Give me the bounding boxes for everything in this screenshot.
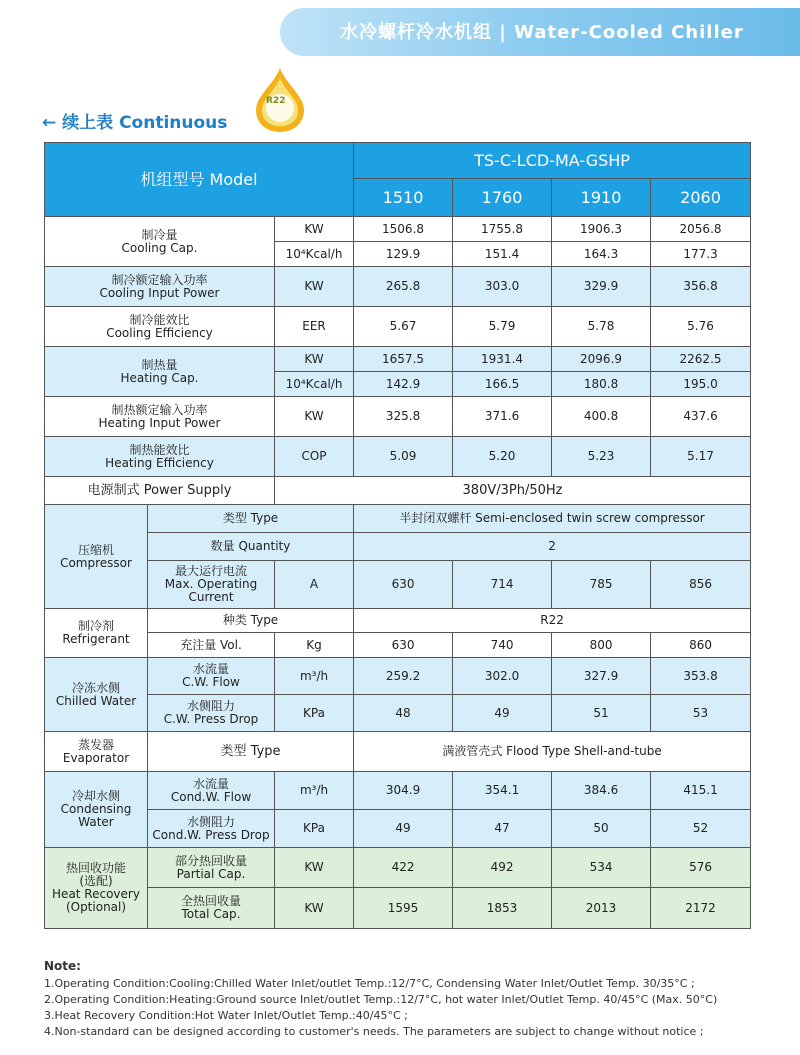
- cell: 1755.8: [453, 217, 552, 242]
- cell: 180.8: [552, 372, 651, 397]
- cell: 5.20: [453, 437, 552, 477]
- cell: 129.9: [354, 242, 453, 267]
- cell: 740: [453, 633, 552, 658]
- cell: 303.0: [453, 267, 552, 307]
- cell: 422: [354, 848, 453, 888]
- cell: 354.1: [453, 772, 552, 810]
- cooling-eff-label: 制冷能效比 Cooling Efficiency: [45, 307, 275, 347]
- cell: 415.1: [651, 772, 751, 810]
- condensing-water-label: 冷却水侧 Condensing Water: [45, 772, 148, 848]
- cw-flow-label: 水流量 C.W. Flow: [148, 658, 275, 695]
- cell: 2056.8: [651, 217, 751, 242]
- cell: 50: [552, 810, 651, 848]
- compressor-qty-label: 数量 Quantity: [148, 533, 354, 561]
- refrigerant-type-label: 种类 Type: [148, 609, 354, 633]
- model-1510: 1510: [354, 179, 453, 217]
- cell: 356.8: [651, 267, 751, 307]
- cell: 860: [651, 633, 751, 658]
- unit: m³/h: [275, 772, 354, 810]
- cell: 5.78: [552, 307, 651, 347]
- cell: 142.9: [354, 372, 453, 397]
- cell: 353.8: [651, 658, 751, 695]
- cell: 53: [651, 695, 751, 732]
- page-title: 水冷螺杆冷水机组 | Water-Cooled Chiller: [340, 22, 744, 43]
- cell: 1657.5: [354, 347, 453, 372]
- unit: KW: [275, 347, 354, 372]
- cond-drop-label: 水侧阻力 Cond.W. Press Drop: [148, 810, 275, 848]
- notes-title: Note:: [44, 959, 81, 973]
- model-1760: 1760: [453, 179, 552, 217]
- compressor-type-label: 类型 Type: [148, 505, 354, 533]
- compressor-label: 压缩机 Compressor: [45, 505, 148, 609]
- unit: KW: [275, 397, 354, 437]
- cell: 166.5: [453, 372, 552, 397]
- spec-table: [44, 142, 751, 929]
- cell: 302.0: [453, 658, 552, 695]
- cell: 327.9: [552, 658, 651, 695]
- evaporator-label: 蒸发器 Evaporator: [45, 732, 148, 772]
- unit: KW: [275, 848, 354, 888]
- note-item: 4.Non-standard can be designed according to customer's needs. The parameters are subject to change without notice ;: [44, 1025, 704, 1038]
- model-2060: 2060: [651, 179, 751, 217]
- cell: 630: [354, 633, 453, 658]
- continuous-label: ← 续上表 Continuous: [42, 113, 228, 133]
- heating-cap-label: 制热量 Heating Cap.: [45, 347, 275, 397]
- model-label: 机组型号 Model: [45, 143, 354, 217]
- unit: 10⁴Kcal/h: [275, 372, 354, 397]
- series-name: TS-C-LCD-MA-GSHP: [354, 143, 751, 179]
- cell: 259.2: [354, 658, 453, 695]
- cell: 714: [453, 561, 552, 609]
- cell: 195.0: [651, 372, 751, 397]
- max-current-label: 最大运行电流 Max. Operating Current: [148, 561, 275, 609]
- unit: KPa: [275, 695, 354, 732]
- unit: KW: [275, 888, 354, 929]
- cell: 48: [354, 695, 453, 732]
- cond-flow-label: 水流量 Cond.W. Flow: [148, 772, 275, 810]
- cell: 492: [453, 848, 552, 888]
- note-item: 1.Operating Condition:Cooling:Chilled Water Inlet/outlet Temp.:12/7°C, Condensing Water Inlet/Outlet Temp. 30/35°C ;: [44, 977, 695, 990]
- model-1910: 1910: [552, 179, 651, 217]
- compressor-qty-value: 2: [354, 533, 751, 561]
- cell: 2096.9: [552, 347, 651, 372]
- cell: 800: [552, 633, 651, 658]
- total-cap-label: 全热回收量 Total Cap.: [148, 888, 275, 929]
- unit: m³/h: [275, 658, 354, 695]
- cell: 1906.3: [552, 217, 651, 242]
- cell: 177.3: [651, 242, 751, 267]
- refrigerant-badge: R22: [266, 96, 286, 106]
- chilled-water-label: 冷冻水侧 Chilled Water: [45, 658, 148, 732]
- partial-cap-label: 部分热回收量 Partial Cap.: [148, 848, 275, 888]
- cell: 2262.5: [651, 347, 751, 372]
- cell: 384.6: [552, 772, 651, 810]
- cell: 785: [552, 561, 651, 609]
- cell: 2013: [552, 888, 651, 929]
- cell: 371.6: [453, 397, 552, 437]
- cell: 5.79: [453, 307, 552, 347]
- cell: 5.67: [354, 307, 453, 347]
- unit: Kg: [275, 633, 354, 658]
- note-item: 3.Heat Recovery Condition:Hot Water Inlet/Outlet Temp.:40/45°C ;: [44, 1009, 408, 1022]
- cell: 5.23: [552, 437, 651, 477]
- cell: 2172: [651, 888, 751, 929]
- unit: KPa: [275, 810, 354, 848]
- cell: 49: [354, 810, 453, 848]
- cw-drop-label: 水侧阻力 C.W. Press Drop: [148, 695, 275, 732]
- unit: 10⁴Kcal/h: [275, 242, 354, 267]
- cooling-power-label: 制冷额定输入功率 Cooling Input Power: [45, 267, 275, 307]
- cell: 265.8: [354, 267, 453, 307]
- cell: 329.9: [552, 267, 651, 307]
- cell: 5.09: [354, 437, 453, 477]
- cell: 47: [453, 810, 552, 848]
- cell: 1506.8: [354, 217, 453, 242]
- unit: KW: [275, 217, 354, 242]
- heating-eff-label: 制热能效比 Heating Efficiency: [45, 437, 275, 477]
- cell: 630: [354, 561, 453, 609]
- cell: 400.8: [552, 397, 651, 437]
- cell: 5.17: [651, 437, 751, 477]
- cell: 49: [453, 695, 552, 732]
- cell: 52: [651, 810, 751, 848]
- unit: COP: [275, 437, 354, 477]
- cell: 5.76: [651, 307, 751, 347]
- unit: KW: [275, 267, 354, 307]
- unit: A: [275, 561, 354, 609]
- cell: 534: [552, 848, 651, 888]
- cell: 576: [651, 848, 751, 888]
- cell: 304.9: [354, 772, 453, 810]
- note-item: 2.Operating Condition:Heating:Ground source Inlet/outlet Temp.:12/7°C, hot water Inlet/Outlet Temp. 40/45°C (Max. 50°C): [44, 993, 718, 1006]
- cell: 51: [552, 695, 651, 732]
- cell: 1595: [354, 888, 453, 929]
- cell: 856: [651, 561, 751, 609]
- heating-power-label: 制热额定输入功率 Heating Input Power: [45, 397, 275, 437]
- heat-recovery-label: 热回收功能 (选配) Heat Recovery (Optional): [45, 848, 148, 929]
- cell: 437.6: [651, 397, 751, 437]
- cell: 151.4: [453, 242, 552, 267]
- cell: 1853: [453, 888, 552, 929]
- cell: 325.8: [354, 397, 453, 437]
- notes: [44, 958, 784, 1040]
- power-supply-value: 380V/3Ph/50Hz: [275, 477, 751, 505]
- evaporator-type-label: 类型 Type: [148, 732, 354, 772]
- cell: 1931.4: [453, 347, 552, 372]
- cell: 164.3: [552, 242, 651, 267]
- power-supply-label: 电源制式 Power Supply: [45, 477, 275, 505]
- compressor-type-value: 半封闭双螺杆 Semi-enclosed twin screw compressor: [354, 505, 751, 533]
- refrigerant-label: 制冷剂 Refrigerant: [45, 609, 148, 658]
- unit: EER: [275, 307, 354, 347]
- refrigerant-type-value: R22: [354, 609, 751, 633]
- cooling-cap-label: 制冷量 Cooling Cap.: [45, 217, 275, 267]
- charge-vol-label: 充注量 Vol.: [148, 633, 275, 658]
- evaporator-type-value: 满液管壳式 Flood Type Shell-and-tube: [354, 732, 751, 772]
